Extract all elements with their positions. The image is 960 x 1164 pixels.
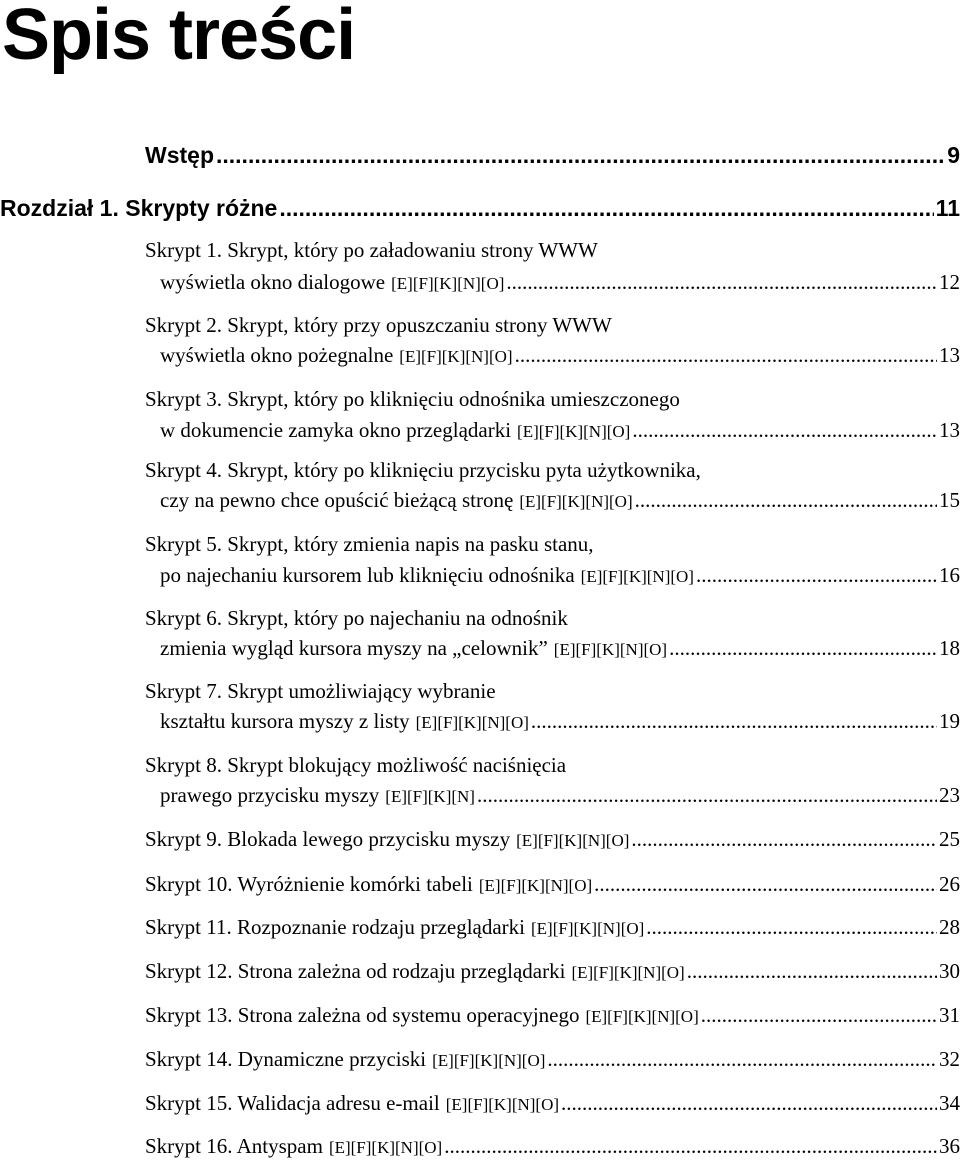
entry-title-line: Skrypt 7. Skrypt umożliwiający wybranie [145, 679, 496, 703]
page-number: 32 [939, 1047, 960, 1071]
page-number: 13 [939, 343, 960, 367]
dot-leader [696, 563, 937, 588]
toc-entry[interactable] [145, 1134, 960, 1159]
dot-leader [547, 1047, 937, 1072]
dot-leader [561, 1091, 937, 1116]
entry-title: Skrypt 14. Dynamiczne przyciski [145, 1047, 427, 1071]
page-number: 15 [939, 488, 960, 512]
toc-entry[interactable] [160, 418, 960, 443]
toc-entry[interactable] [145, 872, 960, 897]
dot-leader [279, 195, 933, 222]
dot-leader [216, 142, 945, 169]
page-number: 30 [939, 959, 960, 983]
toc-entry[interactable] [160, 636, 960, 661]
browser-compat-mark: [E][F][K][N][O] [580, 567, 694, 586]
heading-title: Wstęp [145, 142, 214, 168]
page-number: 12 [939, 270, 960, 294]
page-number: 11 [935, 195, 960, 221]
dot-leader [632, 418, 937, 443]
page-title: Spis treści [2, 0, 356, 75]
heading-title: Rozdział 1. Skrypty różne [0, 195, 278, 221]
entry-title-line: Skrypt 1. Skrypt, który po załadowaniu strony WWW [145, 238, 598, 262]
browser-compat-mark: [E][F][K][N][O] [519, 492, 633, 511]
toc-entry[interactable] [160, 709, 960, 734]
dot-leader [631, 827, 937, 852]
toc-entry[interactable] [160, 270, 960, 295]
dot-leader [506, 270, 937, 295]
toc-entry[interactable] [145, 827, 960, 852]
toc-entry[interactable] [160, 343, 960, 368]
entry-title: prawego przycisku myszy [160, 783, 380, 807]
browser-compat-mark: [E][F][K][N] [385, 787, 475, 806]
browser-compat-mark: [E][F][K][N][O] [478, 876, 593, 895]
entry-title: Skrypt 9. Blokada lewego przycisku myszy [145, 827, 511, 851]
toc-entry[interactable] [145, 1003, 960, 1028]
entry-title: Skrypt 11. Rozpoznanie rodzaju przeglądarki [145, 915, 526, 939]
page-number: 31 [939, 1003, 960, 1027]
entry-title: po najechaniu kursorem lub kliknięciu odnośnika [160, 563, 575, 587]
dot-leader [531, 709, 937, 734]
page-number: 26 [939, 872, 960, 896]
entry-title: Skrypt 12. Strona zależna od rodzaju przeglądarki [145, 959, 566, 983]
page-number: 28 [939, 915, 960, 939]
dot-leader [646, 915, 937, 940]
entry-title: czy na pewno chce opuścić bieżącą stronę [160, 488, 514, 512]
entry-title-line: Skrypt 4. Skrypt, który po kliknięciu przycisku pyta użytkownika, [145, 458, 701, 482]
page-number: 36 [939, 1134, 960, 1158]
browser-compat-mark: [E][F][K][N][O] [585, 1007, 699, 1026]
entry-title: Skrypt 10. Wyróżnienie komórki tabeli [145, 872, 473, 896]
browser-compat-mark: [E][F][K][N][O] [516, 831, 630, 850]
browser-compat-mark: [E][F][K][N][O] [571, 963, 685, 982]
toc-entry[interactable] [145, 915, 960, 940]
entry-title-line: Skrypt 3. Skrypt, który po kliknięciu odnośnika umieszczonego [145, 387, 680, 411]
entry-title: zmienia wygląd kursora myszy na „celownik” [160, 636, 548, 660]
toc-entry[interactable] [160, 488, 960, 513]
entry-title-line: Skrypt 6. Skrypt, który po najechaniu na odnośnik [145, 606, 568, 630]
toc-entry[interactable] [145, 1047, 960, 1072]
page-number: 23 [939, 783, 960, 807]
browser-compat-mark: [E][F][K][N][O] [432, 1051, 546, 1070]
page-number: 18 [939, 636, 960, 660]
toc-entry[interactable] [145, 959, 960, 984]
dot-leader [515, 343, 937, 368]
page-number: 16 [939, 563, 960, 587]
entry-title: wyświetla okno pożegnalne [160, 343, 394, 367]
dot-leader [687, 959, 937, 984]
browser-compat-mark: [E][F][K][N][O] [415, 713, 529, 732]
page-number: 25 [939, 827, 960, 851]
entry-title-line: Skrypt 5. Skrypt, który zmienia napis na pasku stanu, [145, 532, 594, 556]
entry-title: Skrypt 13. Strona zależna od systemu operacyjnego [145, 1003, 580, 1027]
dot-leader [594, 872, 937, 897]
browser-compat-mark: [E][F][K][N][O] [391, 274, 505, 293]
browser-compat-mark: [E][F][K][N][O] [531, 919, 645, 938]
entry-title: wyświetla okno dialogowe [160, 270, 386, 294]
page-number: 9 [947, 142, 960, 168]
entry-title: w dokumencie zamyka okno przeglądarki [160, 418, 512, 442]
page-number: 13 [939, 418, 960, 442]
browser-compat-mark: [E][F][K][N][O] [399, 347, 513, 366]
toc-entry[interactable] [145, 1091, 960, 1116]
dot-leader [477, 783, 937, 808]
toc-heading-chapter-1[interactable] [0, 195, 960, 222]
dot-leader [669, 636, 937, 661]
entry-title: Skrypt 15. Walidacja adresu e-mail [145, 1091, 440, 1115]
entry-title-line: Skrypt 2. Skrypt, który przy opuszczaniu strony WWW [145, 313, 612, 337]
browser-compat-mark: [E][F][K][N][O] [517, 422, 631, 441]
dot-leader [444, 1134, 937, 1159]
dot-leader [635, 488, 937, 513]
toc-heading-wstep[interactable] [145, 142, 960, 169]
page-number: 19 [939, 709, 960, 733]
browser-compat-mark: [E][F][K][N][O] [445, 1095, 560, 1114]
browser-compat-mark: [E][F][K][N][O] [328, 1138, 443, 1157]
page-number: 34 [939, 1091, 960, 1115]
toc-entry[interactable] [160, 563, 960, 588]
toc-entry[interactable] [160, 783, 960, 808]
browser-compat-mark: [E][F][K][N][O] [553, 640, 668, 659]
entry-title: Skrypt 16. Antyspam [145, 1134, 323, 1158]
dot-leader [701, 1003, 937, 1028]
entry-title-line: Skrypt 8. Skrypt blokujący możliwość naciśnięcia [145, 753, 567, 777]
entry-title: kształtu kursora myszy z listy [160, 709, 410, 733]
